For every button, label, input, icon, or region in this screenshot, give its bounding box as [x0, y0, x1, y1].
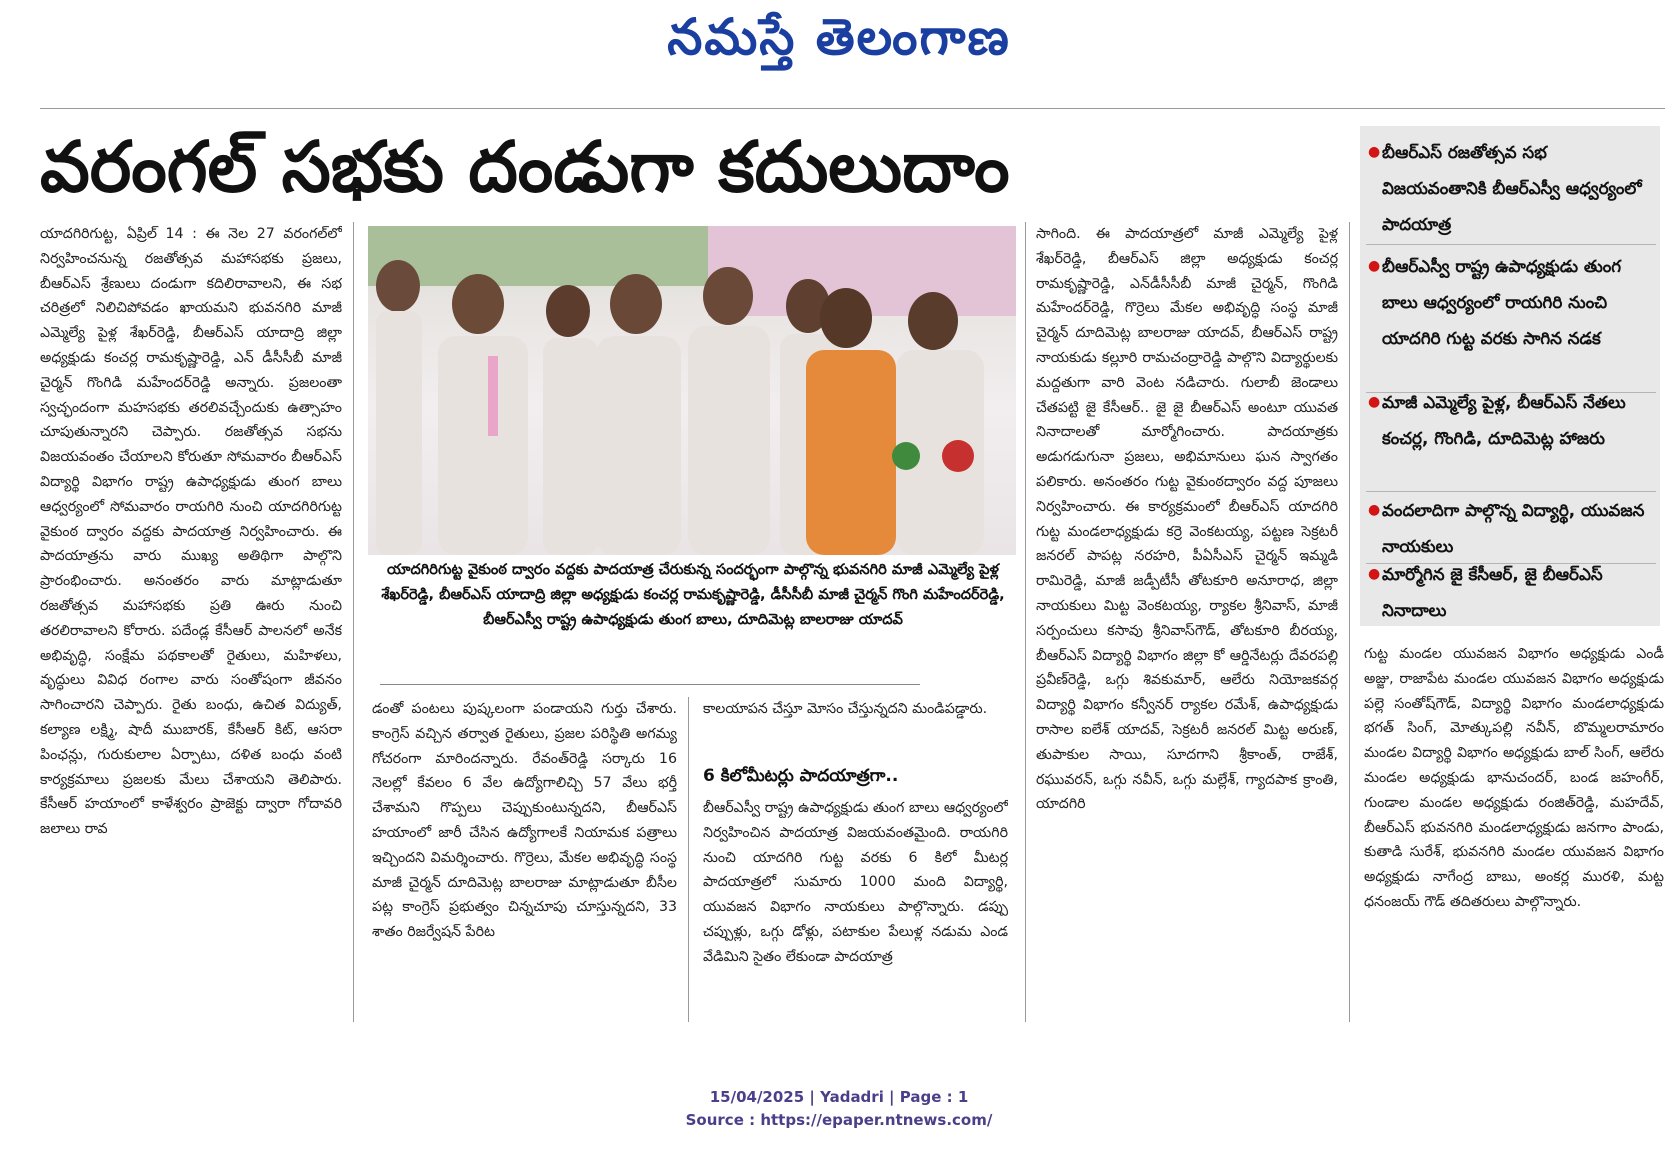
- bullet-icon: ●: [1368, 566, 1381, 582]
- article-text-col2: డంతో పంటలు పుష్కలంగా పండాయని గుర్తు చేశారు. కాంగ్రెస్ వచ్చిన తర్వాత రైతులు, ప్రజల పరిస్థితి అగమ్య గోచరంగా మారిందన్నారు. రేవంత్‌రెడ్డి సర్కారు 16 నెలల్లో కేవలం 6 వేల ఉద్యోగాలిచ్చి 57 వేలు భర్తీ చేశామని గొప్పలు చెప్పుకుంటున్నదని, బీఆర్‌ఎస్ హయాంలో జారీ చేసిన ఉద్యోగాలకే నియామక పత్రాలు ఇచ్చిందని విమర్శించారు. గొర్రెలు, మేకల అభివృద్ధి సంస్థ మాజీ చైర్మన్ దూదిమెట్ల బాలరాజు మాట్లాడుతూ బీసీల పట్ల కాంగ్రెస్ ప్రభుత్వం చిన్నచూపు చూస్తున్నదని, 33 శాతం రిజర్వేషన్ పేరిట: [372, 701, 677, 941]
- highlight-text: మాజీ ఎమ్మెల్యే పైళ్ల, బీఆర్‌ఎస్ నేతలు కంచర్ల, గొంగిడి, దూదిమెట్ల హాజరు: [1382, 392, 1626, 448]
- photo-caption: యాదగిరిగుట్ట వైకుంఠ ద్వారం వద్దకు పాదయాత్ర చేరుకున్న సందర్భంగా పాల్గొన్న భువనగిరి మాజీ ఎమ్మెల్యే పైళ్ల శేఖర్‌రెడ్డి, బీఆర్‌ఎస్ యాదాద్రి జిల్లా అధ్యక్షుడు కంచర్ల రామకృష్ణారెడ్డి, డీసీసీబీ మాజీ చైర్మన్ గొంగి మహేందర్‌రెడ్డి, బీఆర్‌ఎస్వీ రాష్ట్ర ఉపాధ్యక్షుడు తుంగ బాలు, దూదిమెట్ల బాలరాజు యాదవ్: [381, 561, 1005, 628]
- footer-date-edition: 15/04/2025 | Yadadri | Page : 1: [709, 1088, 969, 1106]
- highlight-item: [1368, 492, 1652, 564]
- article-column-1: [40, 222, 342, 1022]
- article-column-3a: [703, 697, 1008, 749]
- masthead-title: నమస్తే తెలంగాణ: [667, 8, 1011, 66]
- article-text-col5: గుట్ట మండల యువజన విభాగం అధ్యక్షుడు ఎండీ అజ్జు, రాజాపేట మండల యువజన విభాగం అధ్యక్షుడు పల్లె సంతోష్‌గౌడ్, విద్యార్థి విభాగం మండలాధ్యక్షుడు భగత్ సింగ్, మోత్కుపల్లి నవీన్, బొమ్మలరామారం మండల విద్యార్థి విభాగం అధ్యక్షుడు బాల్ సింగ్, ఆలేరు మండల అధ్యక్షుడు భానుచందర్, బండ జహంగీర్, గుండాల మండల అధ్యక్షుడు రంజిత్‌రెడ్డి, మహదేవ్, బీఆర్‌ఎస్ భువనగిరి మండలాధ్యక్షుడు జనగాం పాండు, కుతాడి సురేశ్, భువనగిరి మండల యువజన విభాగం అధ్యక్షుడు నాగేంద్ర బాబు, అంకర్ల మురళి, మట్ట ధనంజయ్ గౌడ్ తదితరులు పాల్గొన్నారు.: [1364, 646, 1664, 910]
- headline: వరంగల్ సభకు దండుగా కదులుదాం: [40, 126, 1010, 208]
- highlight-item: [1368, 384, 1652, 456]
- highlight-item: [1368, 556, 1652, 628]
- column-divider: [1025, 222, 1026, 1022]
- column-divider: [1349, 222, 1350, 1022]
- article-column-4: [1036, 222, 1338, 1022]
- highlight-text: బీఆర్‌ఎస్వీ రాష్ట్ర ఉపాధ్యక్షుడు తుంగ బాలు ఆధ్వర్యంలో రాయగిరి నుంచి యాదగిరి గుట్ట వరకు సాగిన నడక: [1382, 256, 1622, 348]
- article-text-col1: యాదగిరిగుట్ట, ఏప్రిల్ 14 : ఈ నెల 27 వరంగల్‌లో నిర్వహించనున్న రజతోత్సవ మహాసభకు ప్రజలు, బీఆర్‌ఎస్ శ్రేణులు దండుగా కదిలిరావాలని, ఈ సభ చరిత్రలో నిలిచిపోవడం ఖాయమని భువనగిరి మాజీ ఎమ్మెల్యే పైళ్ల శేఖర్‌రెడ్డి, బీఆర్‌ఎస్ యాదాద్రి జిల్లా అధ్యక్షుడు కంచర్ల రామకృష్ణారెడ్డి, ఎన్ డీసీసీబీ మాజీ చైర్మన్ గొంగిడి మహేందర్‌రెడ్డి అన్నారు. ప్రజలంతా స్వచ్ఛందంగా మహసభకు తరలివచ్చేందుకు ఉత్సాహం చూపుతున్నారని చెప్పారు. రజతోత్సవ సభను విజయవంతం చేయాలని కోరుతూ సోమవారం బీఆర్‌ఎస్ విద్యార్థి విభాగం రాష్ట్ర ఉపాధ్యక్షుడు తుంగ బాలు ఆధ్వర్యంలో సోమవారం రాయగిరి నుంచి యాదగిరిగుట్ట వైకుంఠ ద్వారం వద్దకు పాదయాత్ర నిర్వహించారు. ఈ పాదయాత్రను వారు ముఖ్య అతిథిగా పాల్గొని ప్రారంభించారు. అనంతరం వారు మాట్లాడుతూ రజతోత్సవ మహాసభకు ప్రతి ఊరు నుంచి తరలిరావాలని కోరారు. పదేండ్ల కేసీఆర్ పాలనలో అనేక అభివృద్ధి, సంక్షేమ పథకాలతో రైతులు, మహిళలు, వృద్ధులు వివిధ రంగాల వారు సంతోషంగా జీవనం సాగించారని చెప్పారు. రైతు బంధు, ఉచిత విద్యుత్, కల్యాణ లక్ష్మి, షాదీ ముబారక్, కేసీఆర్ కిట్, ఆసరా పింఛన్లు, గురుకులాల ఏర్పాటు, దళిత బంధు వంటి కార్యక్రమాలు ప్రజలకు మేలు చేశాయని తెలిపారు. కేసీఆర్ హయాంలో కాళేశ్వరం ప్రాజెక్టు ద్వారా గోదావరి జలాలు రావ: [40, 226, 342, 838]
- highlight-item: [1368, 134, 1652, 242]
- article-text-col4: సాగింది. ఈ పాదయాత్రలో మాజీ ఎమ్మెల్యే పైళ్ల శేఖర్‌రెడ్డి, బీఆర్‌ఎస్ జిల్లా అధ్యక్షుడు కంచర్ల రామకృష్ణారెడ్డి, ఎన్‌డీసీసీబీ మాజీ చైర్మన్, గొంగిడి మహేందర్‌రెడ్డి, గొర్రెలు మేకల అభివృద్ధి సంస్థ మాజీ చైర్మన్ దూదిమెట్ల బాలరాజు యాదవ్, బీఆర్‌ఎస్ రాష్ట్ర నాయకుడు కల్లూరి రామచంద్రారెడ్డి పాల్గొని విద్యార్థులకు మద్దతుగా వారి వెంట నడిచారు. గులాబీ జెండాలు చేతపట్టి జై కేసీఆర్.. జై జై బీఆర్‌ఎస్ అంటూ యువత నినాదాలతో మార్మోగించారు. పాదయాత్రకు అడుగడుగునా ప్రజలు, అభిమానులు ఘన స్వాగతం పలికారు. అనంతరం గుట్ట వైకుంఠద్వారం వద్ద పూజలు నిర్వహించారు. ఈ కార్యక్రమంలో బీఆర్‌ఎస్ యాదగిరి గుట్ట మండలాధ్యక్షుడు కర్రె వెంకటయ్య, పట్టణ సెక్రటరీ జనరల్ పాపట్ల నరహరి, పీఏసీఎస్ చైర్మన్ ఇమ్మడి రామిరెడ్డి, మాజీ జడ్పీటీసీ తోటకూరి అనూరాధ, జిల్లా నాయకులు మిట్ట వెంకటయ్య, ర్యాకల శ్రీనివాస్, మాజీ సర్పంచులు కసావు శ్రీనివాస్‌గౌడ్, తోటకూరి బీరయ్య, బీఆర్‌ఎస్ విద్యార్థి విభాగం జిల్లా కో ఆర్డినేటర్లు దేవరపల్లి ప్రవీణ్‌రెడ్డి, ఒగ్గు శివకుమార్, ఆలేరు నియోజకవర్గ విద్యార్థి విభాగం కన్వీనర్ ర్యాకల రమేశ్, ఉపాధ్యక్షుడు రాసాల ఐలేశ్ యాదవ్, సెక్రటరీ జనరల్ మిట్ట అరుణ్, తుపాకుల సాయి, సూదగాని శ్రీకాంత్, రాజేశ్, రఘువరన్, ఒగ్గు నవీన్, ఒగ్గు మల్లేశ్, గ్యాదపాక క్రాంతి, యాదగిరి: [1036, 226, 1338, 813]
- footer-source: Source : https://epaper.ntnews.com/: [685, 1111, 993, 1129]
- bullet-icon: ●: [1368, 502, 1381, 518]
- article-subhead: 6 కిలోమీటర్లు పాదయాత్రగా..: [703, 766, 899, 786]
- column-divider: [353, 222, 354, 1022]
- highlight-text: వందలాదిగా పాల్గొన్న విద్యార్థి, యువజన నాయకులు: [1382, 500, 1645, 556]
- masthead-rule: [40, 108, 1665, 109]
- highlight-text: మార్మోగిన జై కేసీఆర్, జై బీఆర్‌ఎస్ నినాదాలు: [1382, 564, 1603, 620]
- bullet-icon: ●: [1368, 258, 1381, 274]
- highlights-box: [1360, 126, 1660, 626]
- article-column-2: [372, 697, 677, 1022]
- column-divider: [688, 697, 689, 1022]
- bullet-icon: ●: [1368, 144, 1381, 160]
- article-text-col3a: కాలయాపన చేస్తూ మోసం చేస్తున్నదని మండిపడ్డారు.: [703, 701, 988, 717]
- highlight-item: [1368, 248, 1652, 356]
- highlight-divider: [1366, 244, 1656, 245]
- article-column-5: [1364, 642, 1664, 1022]
- article-column-3b: [703, 796, 1008, 1022]
- article-text-col3b: బీఆర్‌ఎస్వీ రాష్ట్ర ఉపాధ్యక్షుడు తుంగ బాలు ఆధ్వర్యంలో నిర్వహించిన పాదయాత్ర విజయవంతమైంది. రాయగిరి నుంచి యాదగిరి గుట్ట వరకు 6 కిలో మీటర్ల పాదయాత్రలో సుమారు 1000 మంది విద్యార్థి, యువజన విభాగం నాయకులు పాల్గొన్నారు. డప్పు చప్పుళ్లు, ఒగ్గు డోళ్లు, పటాకుల పేలుళ్ల నడుమ ఎండ వేడిమిని సైతం లేకుండా పాదయాత్ర: [703, 800, 1008, 965]
- highlight-text: బీఆర్‌ఎస్ రజతోత్సవ సభ విజయవంతానికి బీఆర్‌ఎస్వీ ఆధ్వర్యంలో పాదయాత్ర: [1382, 142, 1642, 234]
- news-photo: [368, 226, 1016, 555]
- bullet-icon: ●: [1368, 394, 1381, 410]
- caption-rule: [380, 684, 920, 685]
